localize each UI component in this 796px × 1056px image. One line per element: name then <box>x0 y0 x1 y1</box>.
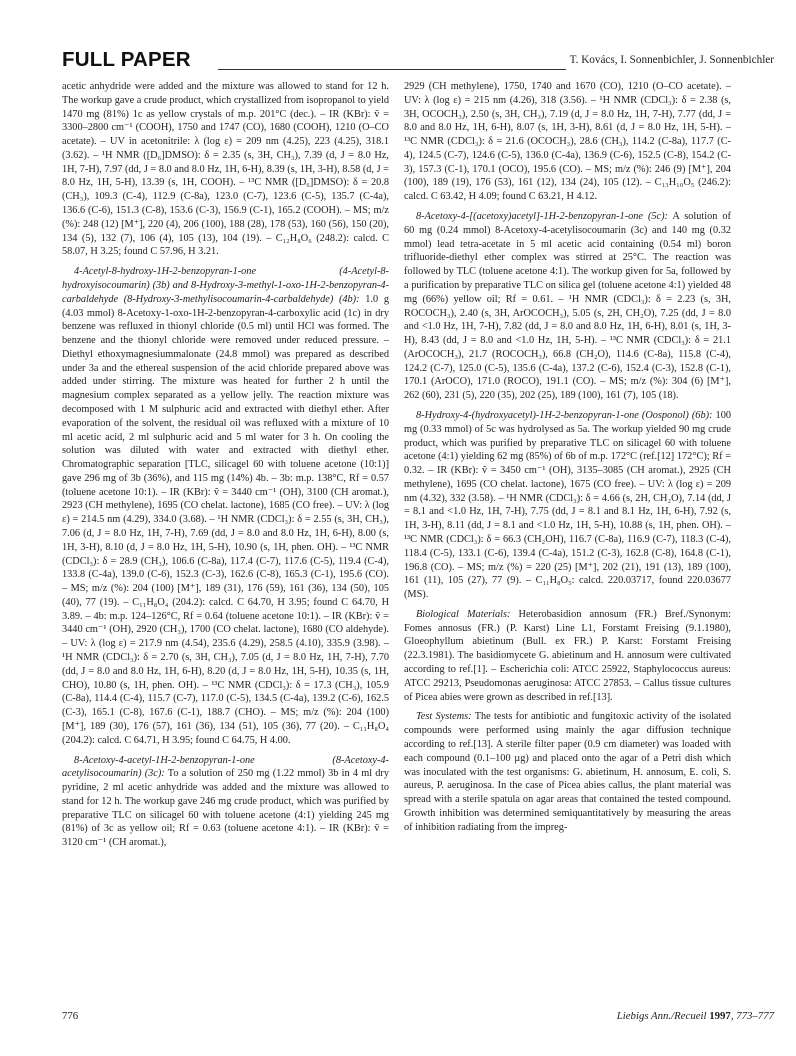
right-column <box>404 80 731 995</box>
page-header <box>62 48 774 76</box>
paragraph-text: To a solution of 250 mg (1.22 mmol) 3b in 4 ml dry pyridine, 2 ml acetic anhydride was added and the mixture was allowed to stand for 12 h. The workup gave 246 mg crude product, which was purified by preparative TLC on silicagel 60 with toluene acetone (4:1) yielding 245 mg (81%) of 3c as yellow oil; Rf = 0.63 (toluene acetone 4:1). – IR (KBr): ṽ = 3120 cm⁻¹ (CH aromat.), <box>62 768 389 849</box>
page-number: 776 <box>62 1010 79 1022</box>
paragraph <box>404 210 731 403</box>
paragraph-title: 4-Acetyl-8-hydroxy-1H-2-benzopyran-1-one (4-Acetyl-8-hydroxyisocoumarin) (3b) and 8-Hydroxy-3-methyl-1-oxo-1H-2-benzopyran-4-carbaldehyde (8-Hydroxy-3-methylisocoumarin-4-carbaldehyde) (4b): <box>62 266 389 305</box>
left-column <box>62 80 389 995</box>
paragraph-title: Test Systems: <box>416 711 472 723</box>
paragraph <box>404 80 731 204</box>
paragraph <box>404 409 731 602</box>
paragraph <box>62 80 389 259</box>
paragraph <box>62 265 389 747</box>
paragraph <box>404 710 731 834</box>
paragraph-text: 100 mg (0.33 mmol) of 5c was hydrolysed as 5a. The workup yielded 90 mg crude product, which was purified by preparative TLC on silicagel 60 with toluene acetone (4:1) yielding 62 mg (85%) of 6b of m.p. 172°C (ref.[12] 172°C); Rf = 0.32. – IR (KBr): ṽ = 3450 cm⁻¹ (OH), 3135–3085 (CH aromat.), 2925 (CH methylene), 1695 (CO chelat. lactone), 1675 (CO free). – UV: λ (log ε) = 209 nm (4.32), 332 (3.58). – ¹H NMR (CDCl₃): δ = 4.66 (s, 2H, CH₂O), 7.14 (dd, J = 8.1 and <1.0 Hz, 1H, 7-H), 7.75 (dd, J = 8.1 and 8.1 Hz, 1H, 6-H), 7.92 (s, 1H, 3-H), 8.11 (dd, J = 8.1 and <1.0 Hz, 1H, 5-H), 10.88 (s, 1H, phen. OH). – ¹³C NMR (CDCl₃): δ = 66.3 (CH₂OH), 116.7 (C-8a), 116.9 (C-7), 118.3 (C-4), 118.4 (C-5), 133.1 (C-6), 139.4 (C-4a), 151.2 (C-3), 162.8 (C-8), 164.8 (C-1), 196.8 (CO). – MS; m/z (%) = 220 (25) [M⁺], 202 (21), 191 (13), 189 (100), 161 (11), 105 (27), 77 (9). – C₁₁H₈O₅: calcd. 220.03717, found 220.03677 (MS). <box>404 409 731 601</box>
paragraph-title: 8-Acetoxy-4-[(acetoxy)acetyl]-1H-2-benzopyran-1-one (5c): <box>416 211 668 223</box>
paragraph-title: 8-Acetoxy-4-acetyl-1H-2-benzopyran-1-one (8-Acetoxy-4-acetylisocoumarin) (3c): <box>62 754 389 780</box>
paragraph-title: Biological Materials: <box>416 608 511 620</box>
header-authors: T. Kovács, I. Sonnenbichler, J. Sonnenbichler <box>569 54 774 66</box>
journal-reference <box>617 1010 774 1022</box>
journal-name: Liebigs Ann./Recueil <box>616 1010 707 1022</box>
header-rule <box>218 69 566 70</box>
paragraph <box>404 608 731 704</box>
paragraph-text: acetic anhydride were added and the mixture was allowed to stand for 12 h. The workup gave a crude product, which crystallized from isopropanol to yield 1470 mg (81%) 1c as yellow crystals of m.p. 201°C (dec.). – IR (KBr): ṽ = 3300–2800 cm⁻¹ (COOH), 1750 and 1747 (CO), 1680 (COOH), 1210 (O–CO acetate). – UV in acetonitrile: λ (log ε) = 209 nm (4.25), 223 (4.25), 318.1 (3.62). – ¹H NMR ([D₆]DMSO): δ = 2.35 (s, 3H, CH₃), 7.39 (d, J = 8.0 Hz, 1H, 7-H), 7.97 (dd, J = 8.0 and 8.0 Hz, 1H, 6-H), 8.39 (s, 1H, 3-H), 8.58 (d, J = 8.0 Hz, 1H, 5-H), 13.39 (s, 1H, COOH). – ¹³C NMR ([D₆]DMSO): δ = 20.8 (CH₃), 109.3 (C-4), 112.9 (C-8a), 123.0 (C-7), 123.6 (C-5), 135.7 (C-4a), 136.6 (C-6), 151.3 (C-8), 153.6 (C-3), 156.9 (C-1), 165.2 (COOH). – MS; m/z (%): 248 (12) [M⁺], 220 (4), 206 (100), 188 (28), 178 (53), 160 (56), 150 (20), 134 (5), 132 (7), 106 (4), 105 (13), 104 (19). – C₁₂H₈O₆ (248.2): calcd. C 58.07, H 3.25; found C 57.96, H 3.21. <box>62 81 389 258</box>
paragraph-text: The tests for antibiotic and fungitoxic activity of the isolated compounds were performed using mainly the agar diffusion technique according to ref.[13]. A sterile filter paper (0.9 cm diameter) was loaded with each compound (0.1–100 µg) and placed onto the agar of a Petri dish which was inoculated with the test organisms: G. abietinum, H. annosum, E. coli, S. aureus, P. aeruginosa. In the case of Picea abies callus, the plant material was spread with a sterile spatula on agar areas that contained the tested compound. Growth inhibition was determined semiquantitatively by measuring the areas of inhibition radiating from the impreg- <box>404 711 731 833</box>
paragraph <box>62 754 389 850</box>
journal-pages: , 773–777 <box>730 1010 774 1022</box>
paragraph-text: A solution of 60 mg (0.24 mmol) 8-Acetoxy-4-acetylisocoumarin (3c) and 140 mg (0.32 mmol) lead tetra-acetate in 5 ml acetic acid containing (0.54 ml) boron trifluoride-diethyl ether complex was stirred at 25°C. The reaction was followed by TLC (toluene acetone 4:1). The workup given for 5a, followed by a purification by preparative TLC on silica gel (toluene acetone 4:1) yielded 48 mg (66%) yellow oil; Rf = 0.61. – ¹H NMR (CDCl₃): δ = 2.23 (s, 3H, ROCOCH₃), 2.40 (s, 3H, ArOCOCH₃), 5.05 (s, 2H, CH₂O), 7.25 (dd, J = 8.0 and <1.0 Hz, 1H, 7-H), 7.82 (dd, J = 8.0 and 8.0 Hz, 1H, 6-H), 8.01 (s, 1H, 3-H), 8.43 (dd, J = 8.0 and <1.0 Hz, 1H, 5-H). – ¹³C NMR (CDCl₃): δ = 21.1 (ArOCOCH₃), 21.7 (ROCOCH₃), 66.8 (CH₂O), 114.6 (C-8a), 115.8 (C-4), 124.2 (C-7), 125.0 (C-5), 135.6 (C-4a), 137.2 (C-6), 152.4 (C-3), 152.8 (C-1), 170.1 (ArOCO), 171.0 (ROCO), 191.1 (CO). – MS; m/z (%): 304 (6) [M⁺], 262 (60), 231 (5), 220 (35), 202 (25), 189 (100), 161 (7), 105 (18). <box>404 211 731 402</box>
paragraph-title: 8-Hydroxy-4-(hydroxyacetyl)-1H-2-benzopyran-1-one (Oosponol) (6b): <box>416 409 713 421</box>
paragraph-text: Heterobasidion annosum (FR.) Bref./Synonym: Fomes annosus (FR.) (P. Karst) Line L1, Forstamt Freising (9.1.1980), Gloeophyllum abietinum (Bull. ex FR.) P. Karst: Forstamt Freising (22.3.1981). The basidiomycete G. abietinum and H. annosum were cultivated according to ref.[1]. – Escherichia coli: ATCC 25922, Staphylococcus aureus: ATCC 29213, Pseudomonas aeruginosa: ATCC 27853. – Callus tissue cultures of Picea abies were grown as described in ref.[13]. <box>404 608 731 703</box>
page-footer <box>62 1010 774 1026</box>
journal-year: 1997 <box>709 1010 731 1022</box>
paragraph-text: 1.0 g (4.03 mmol) 8-Acetoxy-1-oxo-1H-2-benzopyran-4-carboxylic acid (1c) in dry benzene was refluxed in thionyl chloride (0.5 ml) until HCl was formed. The benzene and the thionyl chloride were removed under reduced pressure. – Diethyl ethoxymagnesiummalonate (24.8 mmol) was prepared as described under 3a and the ethereal suspension of the acid chloride prepared above was added under stirring. The mixture was heated for further 2 h until the magnesium complex separated as a yellow jelly. The reaction mixture was decomposed with 1 M sulphuric acid and extracted with diethyl ether. After evaporation of the solvent, the residual oil was refluxed with a mixture of 10 ml acetic acid, 2 ml sulphuric acid and 5 ml water for 3 h. On cooling the solution was diluted with water and extracted with diethyl ether. Chromatographic separation [TLC, silicagel 60 with toluene acetone (10:1)] gave 296 mg of 3b (36%), and 115 mg (14%) 4b. – 3b: m.p. 138°C, Rf = 0.57 (toluene acetone 10:1). – IR (KBr): ṽ = 3440 cm⁻¹ (OH), 3100 (CH aromat.), 2923 (CH methylene), 1695 (CO chelat. lactone), 1685 (CO free). – UV: λ (log ε) = 214.5 nm (4.29), 334.0 (3.68). – ¹H NMR (CDCl₃): δ = 2.55 (s, 3H, CH₃), 7.06 (d, J = 8.0 Hz, 1H, 7-H), 7.69 (dd, J = 8.0 and 8.0 Hz, 1H, 6-H), 8.00 (s, 1H, 3-H), 8.10 (d, J = 8.0 Hz, 1H, 5-H), 10.90 (s, 1H, phen. OH). – ¹³C NMR (CDCl₃): δ = 28.9 (CH₃), 106.6 (C-8a), 117.4 (C-7), 117.6 (C-5), 119.4 (C-4), 133.8 (C-4a), 139.0 (C-6), 152.3 (C-3), 162.6 (C-8), 165.3 (C-1), 195.6 (CO). – MS; m/z (%): 204 (100) [M⁺], 189 (31), 176 (59), 161 (36), 134 (50), 105 (40), 77 (19). – C₁₁H₈O₄ (204.2): calcd. C 64.70, H 3.95; found C 64.70, H 3.89. – 4b: m.p. 124–126°C, Rf = 0.64 (toluene acetone 10:1). – IR (KBr): ṽ = 3440 cm⁻¹ (OH), 2920 (CH₃), 1700 (CO chelat. lactone), 1680 (CO aldehyde). – UV: λ (log ε) = 217.9 nm (4.54), 235.6 (4.29), 258.5 (4.10), 335.9 (3.98). – ¹H NMR (CDCl₃): δ = 2.70 (s, 3H, CH₃), 7.05 (d, J = 8.0 Hz, 1H, 7-H), 7.70 (dd, J = 8.0 and 8.0 Hz, 1H, 6-H), 8.20 (d, J = 8.0 Hz, 1H, 5-H), 10.35 (s, 1H, CHO), 10.80 (s, 1H, phen. OH). – ¹³C NMR (CDCl₃): δ = 17.3 (CH₃), 105.9 (C-8a), 114.4 (C-4), 115.7 (C-7), 117.0 (C-5), 134.5 (C-4a), 139.2 (C-6), 162.5 (C-3), 165.1 (C-8), 167.6 (C-1), 188.7 (CHO). – MS; m/z (%): 204 (100) [M⁺], 189 (30), 176 (57), 161 (36), 134 (51), 105 (36), 77 (20). – C₁₁H₈O₄ (204.2): calcd. C 64.71, H 3.95; found C 64.75, H 4.00. <box>62 293 389 746</box>
section-title: FULL PAPER <box>62 48 191 71</box>
paragraph-text: 2929 (CH methylene), 1750, 1740 and 1670 (CO), 1210 (O–CO acetate). – UV: λ (log ε) = 215 nm (4.26), 318 (3.56). – ¹H NMR (CDCl₃): δ = 2.38 (s, 3H, OCOCH₃), 2.50 (s, 3H, CH₃), 7.19 (d, J = 8.0 Hz, 1H, 7-H), 7.77 (dd, J = 8.0 and 8.0 Hz, 1H, 6-H), 8.07 (s, 1H, 3-H), 8.61 (d, J = 8.0 Hz, 1H, 5-H). – ¹³C NMR (CDCl₃): δ = 21.6 (OCOCH₃), 28.6 (CH₃), 114.2 (C-8a), 117.7 (C-4), 124.5 (C-7), 124.6 (C-5), 136.0 (C-4a), 136.9 (C-6), 152.5 (C-8), 154.2 (C-3), 157.3 (C-1), 170.1 (OCO), 195.6 (CO). – MS; m/z (%): 246 (9) [M⁺], 204 (100), 189 (19), 176 (53), 161 (12), 134 (24), 105 (12). – C₁₃H₁₀O₅ (246.2): calcd. C 63.42, H 4.09; found C 63.21, H 4.12. <box>404 81 731 203</box>
